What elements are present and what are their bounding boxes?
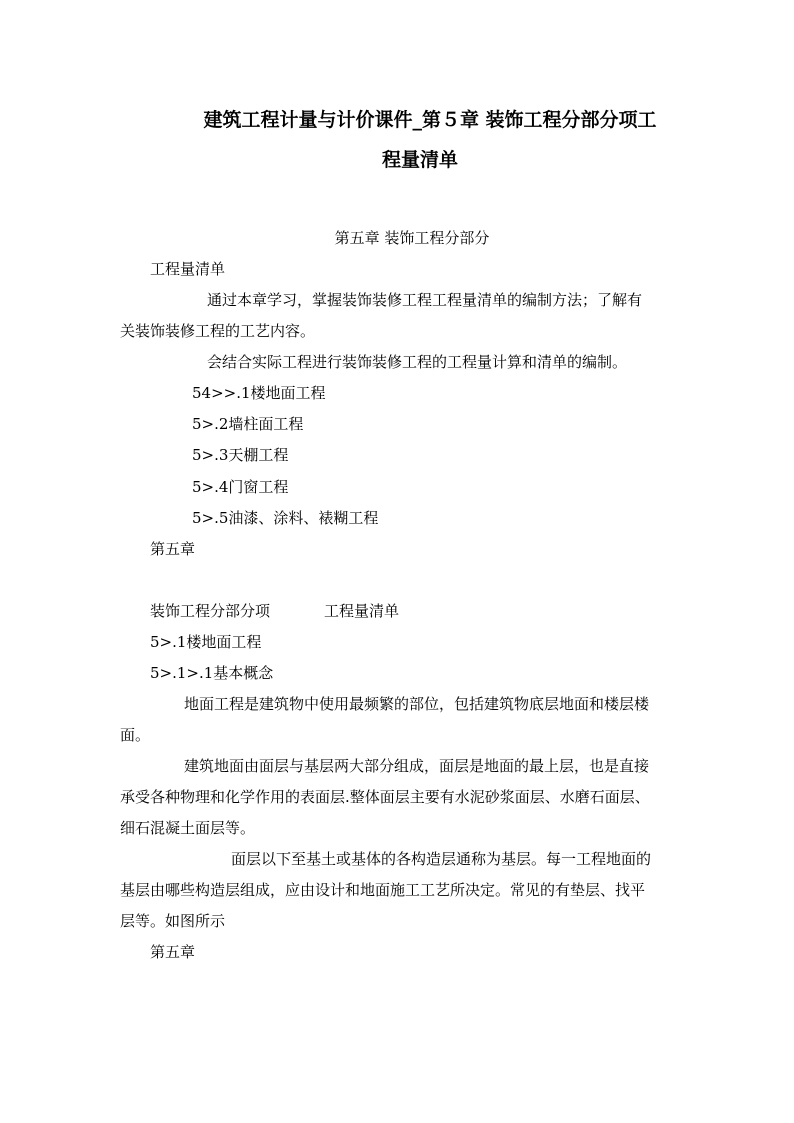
section-title-part-b: 工程量清单 [324,602,400,620]
paragraph-1-line-1: 通过本章学习，掌握装饰装修工程工程量清单的编制方法；了解有 [207,291,643,309]
toc-item: 5>.5油漆、涂料、裱糊工程 [192,509,379,527]
section-title-part-a: 装饰工程分部分项 [150,602,271,620]
paragraph-5-line-1: 面层以下至基土或基体的各构造层通称为基层。每一工程地面的 [231,850,652,868]
chapter-heading: 第五章 装饰工程分部分 [334,229,490,247]
paragraph-4-line-1: 建筑地面由面层与基层两大部分组成，面层是地面的最上层，也是直接 [184,757,650,775]
document-title-line-1: 建筑工程计量与计价课件_第５章 装饰工程分部分项工 [203,109,657,131]
paragraph-1-line-2: 关装饰装修工程的工艺内容。 [120,322,316,340]
section-title [150,601,399,621]
paragraph-4-line-2: 承受各种物理和化学作用的表面层.整体面层主要有水泥砂浆面层、水磨石面层、 [120,788,650,806]
paragraph-4-line-3: 细石混凝土面层等。 [120,819,256,837]
chapter-label: 第五章 [150,943,196,961]
toc-item: 5>.2墙柱面工程 [192,415,304,433]
paragraph-3-line-2: 面。 [120,726,151,744]
paragraph-3-line-1: 地面工程是建筑物中使用最频繁的部位，包括建筑物底层地面和楼层楼 [184,695,650,713]
toc-item: 5>.3天棚工程 [192,446,289,464]
toc-item: 5>.4门窗工程 [192,478,289,496]
paragraph-5-line-3: 层等。如图所示 [120,912,226,930]
section-heading: 5>.1楼地面工程 [150,633,262,651]
paragraph-2: 会结合实际工程进行装饰装修工程的工程量计算和清单的编制。 [207,353,628,371]
toc-item: 54>>.1楼地面工程 [192,384,326,402]
sub-heading: 工程量清单 [150,260,226,278]
subsection-heading: 5>.1>.1基本概念 [150,664,274,682]
chapter-label: 第五章 [150,540,196,558]
document-title-line-2: 程量清单 [381,149,458,171]
paragraph-5-line-2: 基层由哪些构造层组成，应由设计和地面施工工艺所决定。常见的有垫层、找平 [120,881,646,899]
